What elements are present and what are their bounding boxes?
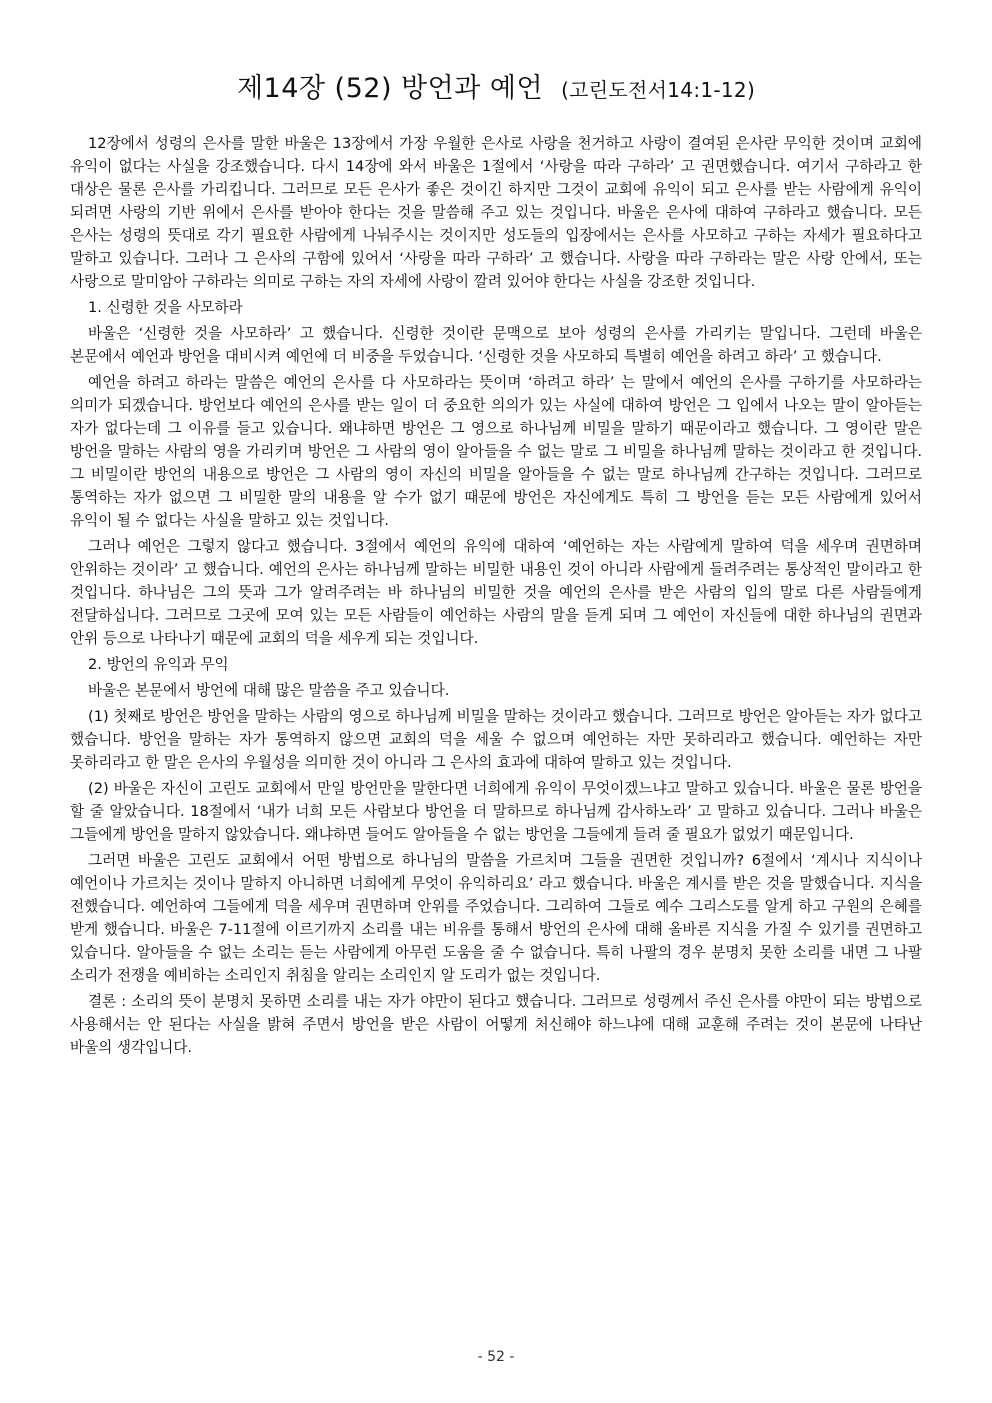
paragraph: 예언을 하려고 하라는 말씀은 예언의 은사를 다 사모하라는 뜻이며 ‘하려고 하라’ 는 말에서 예언의 은사를 구하기를 사모하라는 의미가 되겠습니다. 방언보다 예언의 은사를 받는 일이 더 중요한 의의가 있는 사실에 대하여 방언은 그 입에서 나오는 말이 알아듣는 자가 없다는데 그 이유를 들고 있습니다. 왜냐하면 방언은 그 영으로 하나님께 비밀을 말하기 때문이라고 했습니다. 그 영이란 말은 방언을 말하는 사람의 영을 가리키며 방언은 그 사람의 영이 알아들을 수 없는 말로 그 비밀을 하나님께 말하는 것이라고 한 것입니다. 그 비밀이란 방언의 내용으로 방언은 그 사람의 영이 자신의 비밀을 알아들을 수 없는 말로 하나님께 간구하는 것입니다. 그러므로 통역하는 자가 없으면 그 비밀한 말의 내용을 알 수가 없기 때문에 방언은 자신에게도 특히 그 방언을 듣는 모든 사람에게 있어서 유익이 될 수 없다는 사실을 말하고 있는 것입니다. [70, 374, 922, 529]
page-number: - 52 - [477, 1349, 515, 1365]
section-heading-1: 1. 신령한 것을 사모하라 [88, 299, 243, 316]
paragraph-conclusion: 결론 : 소리의 뜻이 분명치 못하면 소리를 내는 자가 야만이 된다고 했습니다. 그러므로 성령께서 주신 은사를 야만이 되는 방법으로 사용해서는 안 된다는 사실을 밝혀 주면서 방언을 받은 사람이 어떻게 처신해야 하느냐에 대해 교훈해 주려는 것이 본문에 나타난 바울의 생각입니다. [70, 993, 922, 1056]
chapter-title: 제14장 (52) 방언과 예언 [236, 73, 544, 104]
paragraph: (2) 바울은 자신이 고린도 교회에서 만일 방언만을 말한다면 너희에게 유익이 무엇이겠느냐고 말하고 있습니다. 바울은 물론 방언을 할 줄 알았습니다. 18절에서 ‘내가 너희 모든 사람보다 방언을 더 말하므로 하나님께 감사하노라’ 고 말하고 있습니다. 그러나 바울은 그들에게 방언을 말하지 않았습니다. 왜냐하면 들어도 알아들을 수 없는 방언을 그들에게 들려 줄 필요가 없었기 때문입니다. [70, 780, 922, 843]
document-body [70, 132, 922, 1059]
scripture-reference: (고린도전서14:1-12) [561, 78, 756, 102]
document-page [70, 66, 922, 1062]
section-heading-2: 2. 방언의 유익과 무익 [88, 656, 229, 673]
paragraph: 그러나 예언은 그렇지 않다고 했습니다. 3절에서 예언의 유익에 대하여 ‘예언하는 자는 사람에게 말하여 덕을 세우며 권면하며 안위하는 것이라’ 고 했습니다. 예언의 은사는 하나님께 말하는 비밀한 내용인 것이 아니라 사람에게 들려주려는 통상적인 말이라고 한 것입니다. 하나님은 그의 뜻과 그가 알려주려는 바 하나님의 비밀한 것을 예언의 은사를 받은 사람의 입의 말로 다른 사람들에게 전달하십니다. 그러므로 그곳에 모여 있는 모든 사람들이 예언하는 사람의 말을 듣게 되며 그 예언이 자신들에 대한 하나님의 권면과 안위 등으로 나타나기 때문에 교회의 덕을 세우게 되는 것입니다. [70, 538, 922, 647]
paragraph-intro: 12장에서 성령의 은사를 말한 바울은 13장에서 가장 우월한 은사로 사랑을 천거하고 사랑이 결여된 은사란 무익한 것이며 교회에 유익이 없다는 사실을 강조했습니다. 다시 14장에 와서 바울은 1절에서 ‘사랑을 따라 구하라’ 고 권면했습니다. 여기서 구하라고 한 대상은 물론 은사를 가리킵니다. 그러므로 모든 은사가 좋은 것이긴 하지만 그것이 교회에 유익이 되고 은사를 받는 사람에게 유익이 되려면 사랑의 기반 위에서 은사를 받아야 한다는 것을 말씀해 주고 있는 것입니다. 바울은 은사에 대하여 구하라고 했습니다. 모든 은사는 성령의 뜻대로 각기 필요한 사람에게 나눠주시는 것이지만 성도들의 입장에서는 은사를 사모하고 구하는 자세가 필요하다고 말하고 있습니다. 그러나 그 은사의 구함에 있어서 ‘사랑을 따라 구하라’ 고 했습니다. 사랑을 따라 구하라는 말은 사랑 안에서, 또는 사랑으로 말미암아 구하라는 의미로 구하는 자의 자세에 사랑이 깔려 있어야 한다는 사실을 강조한 것입니다. [70, 135, 922, 290]
paragraph: 바울은 ‘신령한 것을 사모하라’ 고 했습니다. 신령한 것이란 문맥으로 보아 성령의 은사를 가리키는 말입니다. 그런데 바울은 본문에서 예언과 방언을 대비시켜 예언에 더 비중을 두었습니다. ‘신령한 것을 사모하되 특별히 예언을 하려고 하라’ 고 했습니다. [70, 325, 922, 365]
paragraph: 그러면 바울은 고린도 교회에서 어떤 방법으로 하나님의 말씀을 가르치며 그들을 권면한 것입니까? 6절에서 ‘계시나 지식이나 예언이나 가르치는 것이나 말하지 아니하면 너희에게 무엇이 유익하리요’ 라고 했습니다. 바울은 계시를 받은 것을 말했습니다. 지식을 전했습니다. 예언하여 그들에게 덕을 세우며 권면하며 안위를 주었습니다. 그리하여 그들로 예수 그리스도를 알게 하고 구원의 은혜를 받게 했습니다. 바울은 7-11절에 이르기까지 소리를 내는 비유를 통해서 방언의 은사에 대해 올바른 지식을 가질 수 있기를 권면하고 있습니다. 알아들을 수 없는 소리는 듣는 사람에게 아무런 도움을 줄 수 없습니다. 특히 나팔의 경우 분명치 못한 소리를 내면 그 나팔 소리가 전쟁을 예비하는 소리인지 취침을 알리는 소리인지 알 도리가 없는 것입니다. [70, 852, 922, 984]
paragraph: (1) 첫째로 방언은 방언을 말하는 사람의 영으로 하나님께 비밀을 말하는 것이라고 했습니다. 그러므로 방언은 알아듣는 자가 없다고 했습니다. 방언을 말하는 자가 통역하지 않으면 교회의 덕을 세울 수 없으며 예언하는 자만 못하리라고 했습니다. 예언하는 자만 못하리라고 한 말은 은사의 우월성을 의미한 것이 아니라 그 은사의 효과에 대하여 말하고 있는 것입니다. [70, 708, 922, 771]
page-title [70, 66, 922, 110]
paragraph: 바울은 본문에서 방언에 대해 많은 말씀을 주고 있습니다. [88, 682, 450, 699]
